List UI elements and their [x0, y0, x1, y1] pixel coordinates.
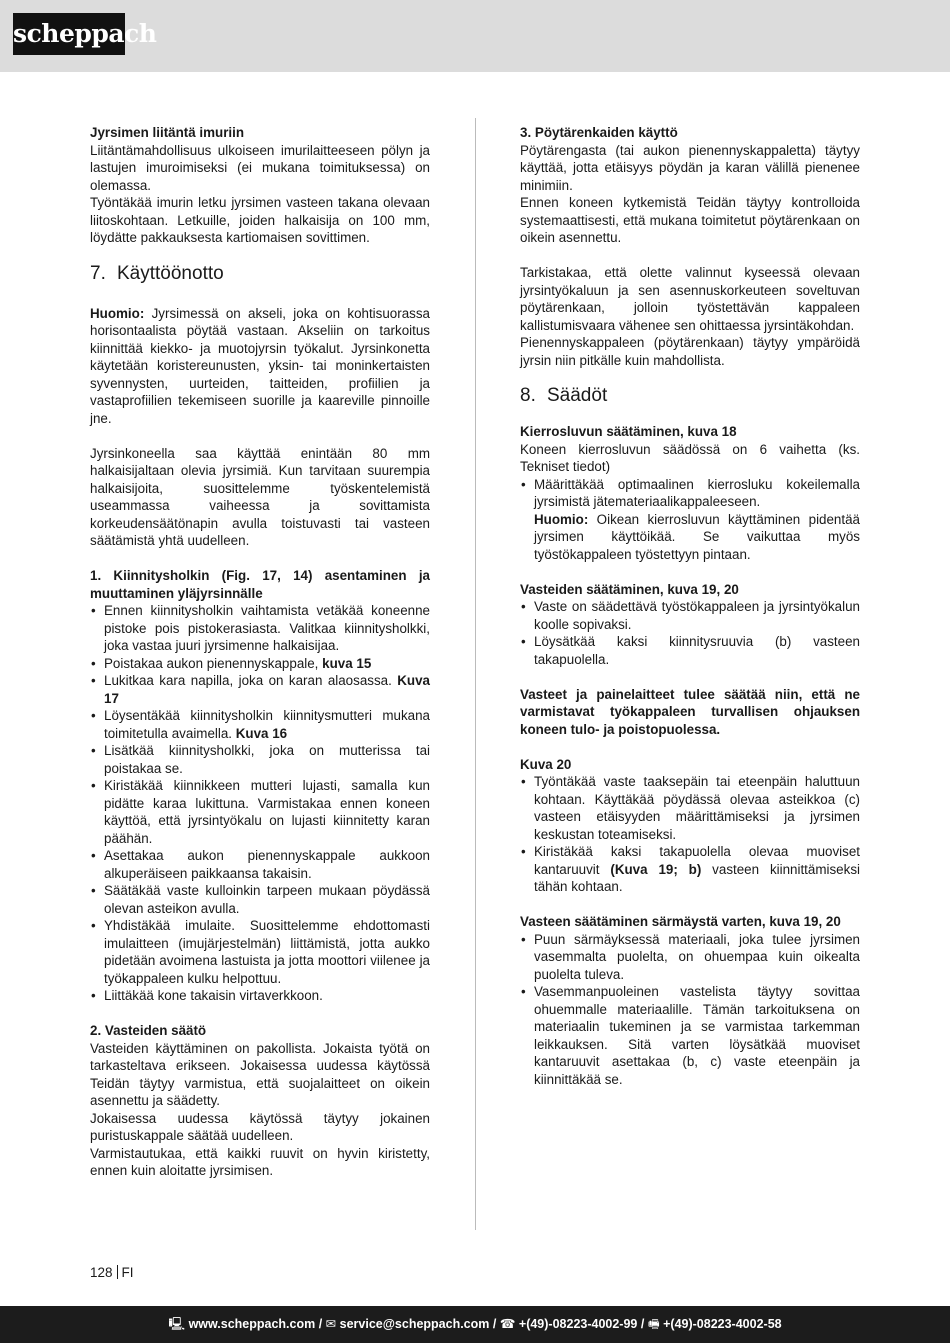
- edging-list: [520, 931, 860, 1089]
- section-title-stops: 2. Vasteiden säätö: [90, 1023, 207, 1038]
- list-item: • Kiristäkää kaksi takapuolella olevaa muoviset kantaruuvit (Kuva 19; b) vasteen kiinnittämiseksi tähän kohtaan.: [520, 843, 860, 896]
- stops-text-2: Jokaisessa uudessa käytössä täytyy jokainen puristuskappale säätää uudelleen.: [90, 1110, 430, 1143]
- list-item: • Asettakaa aukon pienennyskappale aukkoon alkuperäiseen paikkaansa takaisin.: [90, 847, 430, 882]
- speed-note: Huomio: Oikean kierrosluvun käyttäminen pidentää jyrsimen käyttöikää. Se vaikuttaa myös työstökappaleen työstettyyn pintaan.: [534, 511, 860, 562]
- section-title-figure-20: Kuva 20: [520, 756, 572, 772]
- list-item: • Puun särmäyksessä materiaali, joka tulee jyrsimen vasemmalta puolelta, on ohuempaa kuin oikealta puolelta tuleva.: [520, 931, 860, 984]
- list-item: • Ennen kiinnitysholkin vaihtamista vetäkää koneenne pistoke pois pistokerasiasta. Valitkaa kiinnitysholkki, joka vastaa juuri jyrsimenne halkaisijaa.: [90, 602, 430, 655]
- collet-steps-list: [90, 602, 430, 1005]
- list-item: • Liittäkää kone takaisin virtaverkkoon.: [90, 987, 430, 1005]
- figure-20-list: [520, 773, 860, 896]
- vacuum-text-1: Liitäntämahdollisuus ulkoiseen imurilaitteeseen pölyn ja lastujen imuroimiseksi (ei mukana toimituksessa) on olemassa.: [90, 142, 430, 193]
- rings-text-2: Ennen koneen kytkemistä Teidän täytyy kontrolloida systemaattisesti, että mukana toimitetut pöytärenkaan on oikein asennettu.: [520, 195, 860, 245]
- mail-icon: ✉: [325, 1317, 337, 1331]
- heading-8: 8. Säädöt: [520, 385, 608, 406]
- list-item: • Työntäkää vaste taaksepäin tai eteenpäin haluttuun kohtaan. Käyttäkää pöydässä olevaa asteikkoa (c) vasteen etäisyyden määrittämiseksi ja jyrsimen keskustan toteamiseksi.: [520, 773, 860, 843]
- left-column: [90, 124, 430, 1180]
- computer-icon: 🖳: [168, 1317, 186, 1331]
- stops-text-3: Varmistautukaa, että kaikki ruuvit on hyvin kiristetty, ennen kuin aloitatte jyrsimisen.: [90, 1145, 430, 1178]
- heading-7: 7. Käyttöönotto: [90, 262, 224, 284]
- footer-email: service@scheppach.com /: [339, 1317, 497, 1331]
- page-number-value: 128: [90, 1265, 113, 1280]
- header-band: [0, 0, 950, 72]
- phone-icon: ☎: [499, 1317, 516, 1331]
- section-title-stop-adjust: Vasteiden säätäminen, kuva 19, 20: [520, 581, 739, 597]
- right-column: [520, 124, 860, 1088]
- list-item: • Yhdistäkää imulaite. Suosittelemme ehdottomasti imulaitteen (imujärjestelmän) liittämistä, jotta aukko pidetään avoimena lastuista ja jotta moottori viilenee ja työkappaleen kulku helpottuu.: [90, 917, 430, 987]
- stop-adjust-list: [520, 598, 860, 668]
- fax-icon: 🖷: [647, 1317, 660, 1331]
- warning-text: Vasteet ja painelaitteet tulee säätää niin, että ne varmistavat työkappaleen turvallisen ohjauksen koneen tulo- ja poistopuolessa.: [520, 686, 860, 737]
- list-item: • Kiristäkää kiinnikkeen mutteri lujasti, samalla kun pidätte karaa lukittuna. Varmistakaa ennen koneen käyttöä, että jyrsintyökalu on lujasti kiinnitetty karan päähän.: [90, 777, 430, 847]
- footer-phone: +(49)-08223-4002-99 /: [518, 1317, 645, 1331]
- footer-fax: +(49)-08223-4002-58: [663, 1317, 782, 1331]
- page-language: FI: [121, 1265, 134, 1280]
- rings-text-1: Pöytärengasta (tai aukon pienennyskappaletta) täytyy käyttää, jotta etäisyys pöydän ja karan välillä pienenee minimiin.: [520, 142, 860, 193]
- list-item: • Poistakaa aukon pienennyskappale, kuva 15: [90, 655, 430, 673]
- stops-text-1: Vasteiden käyttäminen on pakollista. Jokaista työtä on tarkasteltava erikseen. Jokaisessa uudessa käytössä Teidän täytyy varmistua, että suojalaitteet on oikein asennettu ja säädetty.: [90, 1040, 430, 1108]
- section-title-table-rings: 3. Pöytärenkaiden käyttö: [520, 125, 678, 140]
- scheppach-logo: scheppach: [13, 13, 125, 55]
- list-item: • Vaste on säädettävä työstökappaleen ja jyrsintyökalun koolle sopivaksi.: [520, 598, 860, 633]
- list-item: • Löysentäkää kiinnitysholkin kiinnitysmutteri mukana toimitetulla avaimella. Kuva 16: [90, 707, 430, 742]
- speed-list: [520, 476, 860, 511]
- section-title-collet: 1. Kiinnitysholkin (Fig. 17, 14) asentaminen ja muuttaminen yläjyrsinnälle: [90, 568, 430, 601]
- footer-band: [0, 1306, 950, 1343]
- speed-text: Koneen kierrosluvun säädössä on 6 vaihetta (ks. Tekniset tiedot): [520, 441, 860, 474]
- list-item: • Säätäkää vaste kulloinkin tarpeen mukaan pöydässä olevan asteikon avulla.: [90, 882, 430, 917]
- page-number: [90, 1265, 134, 1280]
- section-title-speed: Kierrosluvun säätäminen, kuva 18: [520, 424, 737, 439]
- footer-website: www.scheppach.com /: [188, 1317, 323, 1331]
- list-item: • Löysätkää kaksi kiinnitysruuvia (b) vasteen takapuolella.: [520, 633, 860, 668]
- paragraph-diameter: Jyrsinkoneella saa käyttää enintään 80 mm halkaisijaltaan olevia jyrsimiä. Kun tarvitaan suurempia halkaisijoita, suosittelemme työskentelemistä useammassa vaiheessa ja sovittamista korkeudensäätönapin avulla toistuvasti tai vasteen säätämistä yhtä uudelleen.: [90, 445, 430, 548]
- section-title-vacuum: Jyrsimen liitäntä imuriin: [90, 125, 245, 140]
- vacuum-text-2: Työntäkää imurin letku jyrsimen vasteen takana olevaan liitoskohtaan. Letkuille, joiden halkaisija on 100 mm, löydätte pakkauksesta kartiomaisen sovittimen.: [90, 195, 430, 245]
- list-item: • Lisätkää kiinnitysholkki, joka on mutterissa tai poistakaa se.: [90, 742, 430, 777]
- rings-text-3: Tarkistakaa, että olette valinnut kyseessä olevaan jyrsintyökaluun ja sen asennuskorkeuteen soveltuvan pöytärenkaan, jolloin työstettävän kappaleen kallistumisvaara vähenee sen ohittaessa jyrsintäkohdan.: [520, 265, 860, 333]
- note-paragraph: Huomio: Jyrsimessä on akseli, joka on kohtisuorassa horisontaalista pöytää vastaan. Akseliin on tarkoitus kiinnittää kiekko- ja muotojyrsin työkalut. Jyrsinkonetta käytetään koristereunusten, yksin- tai moninkertaisten syvennysten, uurteiden, taitteiden, profiilien ja vastaprofiilien tekemiseen suorille ja kaareville pinnoille jne.: [90, 305, 430, 426]
- rings-text-4: Pienennyskappaleen (pöytärenkaan) täytyy ympäröidä jyrsin niin pitkälle kuin mahdollista.: [520, 335, 860, 368]
- list-item: • Lukitkaa kara napilla, joka on karan alaosassa. Kuva 17: [90, 672, 430, 707]
- column-divider: [475, 118, 476, 1230]
- section-title-edging: Vasteen säätäminen särmäystä varten, kuva 19, 20: [520, 914, 841, 929]
- list-item: • Määrittäkää optimaalinen kierrosluku kokeilemalla jyrsimistä jätemateriaalikappaleeseen.: [520, 476, 860, 511]
- list-item: • Vasemmanpuoleinen vastelista täytyy sovittaa ohuemmalle materiaalille. Tämän tarkoituksena on materiaalin tukeminen ja se varmistaa tarkemman leikkauksen. Sitä varten löysätkää muoviset kantaruuvit asettakaa (b, c) vaste eteenpäin ja kiinnittäkää se.: [520, 983, 860, 1088]
